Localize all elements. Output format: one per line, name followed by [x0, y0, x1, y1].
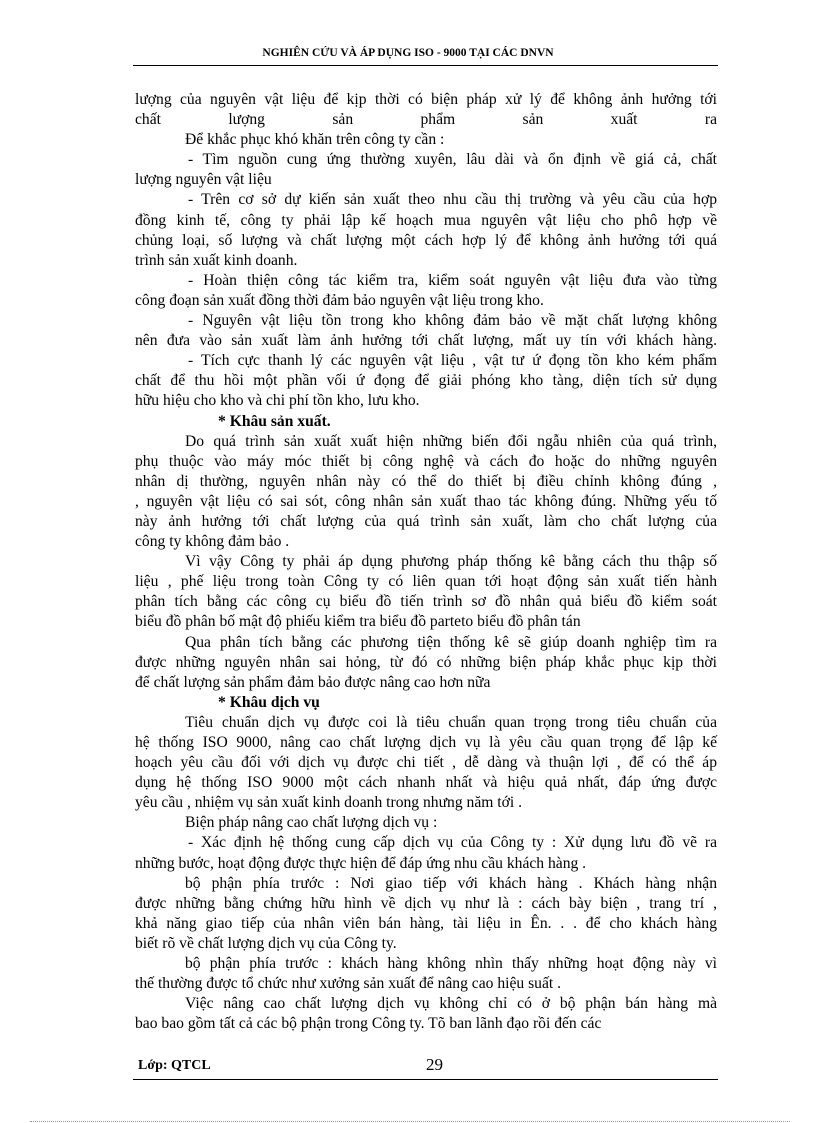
- page-edge-divider: [30, 1121, 790, 1122]
- text-line: chất để thu hồi một phần vối ứ đọng để giải phóng kho tàng, diện tích sử dụng: [135, 372, 717, 390]
- text-line: Việc nâng cao chất lượng dịch vụ không chỉ có ở bộ phận bán hàng mà: [185, 995, 717, 1013]
- text-line: này ảnh hưởng tới chất lượng của quá trình sản xuất, làm cho chất lượng của: [135, 512, 717, 530]
- text-line: công ty không đảm bảo .: [135, 533, 290, 551]
- text-line: thế thường được tổ chức như xưởng sản xuất để nâng cao hiệu suất .: [135, 975, 561, 993]
- text-line: Do quá trình sản xuất xuất hiện những biến đổi ngẫu nhiên của quá trình,: [185, 432, 717, 450]
- text-line: nhân dị thường, nguyên nhân này có thể do thiết bị điều chỉnh không đúng ,: [135, 472, 717, 490]
- text-line: bộ phận phía trước : Nơi giao tiếp với khách hàng . Khách hàng nhận: [185, 874, 717, 892]
- text-line: khả năng giao tiếp của nhân viên bán hàng, tài liệu in Ên. . . để cho khách hàng: [135, 914, 717, 932]
- document-body: [135, 90, 717, 1034]
- text-line: bộ phận phía trước : khách hàng không nhìn thấy những hoạt động này vì: [185, 955, 717, 973]
- text-line: , nguyên vật liệu có sai sót, công nhân sản xuất thao tác không đúng. Những yếu tố: [135, 492, 717, 510]
- text-line: để chất lượng sản phẩm đảm bảo được nâng cao hơn nữa: [135, 673, 491, 691]
- header-rule: [133, 65, 718, 66]
- text-line: Để khắc phục khó khăn trên công ty cần :: [185, 131, 445, 149]
- text-line: - Hoàn thiện công tác kiểm tra, kiểm soát nguyên vật liệu đưa vào từng: [188, 271, 717, 289]
- text-line: nên đưa vào sản xuất làm ảnh hưởng tới chất lượng, mất uy tín với khách hàng.: [135, 332, 717, 350]
- text-line: - Trên cơ sở dự kiến sản xuất theo nhu cầu thị trường và yêu cầu của hợp: [188, 191, 717, 209]
- text-line: trình sản xuất kinh doanh.: [135, 251, 298, 269]
- text-line: - Xác định hệ thống cung cấp dịch vụ của Công ty : Xử dụng lưu đồ vẽ ra: [188, 834, 717, 852]
- section-heading: * Khâu sản xuất.: [218, 412, 331, 430]
- section-heading: * Khâu dịch vụ: [218, 693, 320, 711]
- text-line: Tiêu chuẩn dịch vụ được coi là tiêu chuẩn quan trọng trong tiêu chuẩn của: [185, 713, 717, 731]
- text-line: liệu , phế liệu trong toàn Công ty có liên quan tới hoạt động sản xuất tiến hành: [135, 573, 717, 591]
- text-line: phụ thuộc vào máy móc thiết bị công nghệ và cách đo hoặc do những nguyên: [135, 452, 717, 470]
- text-line: lượng của nguyên vật liệu để kịp thời có biện pháp xử lý để không ảnh hưởng tới: [135, 91, 717, 108]
- text-line: hữu hiệu cho kho và chi phí tồn kho, lưu kho.: [135, 392, 420, 410]
- text-line: dụng hệ thống ISO 9000 một cách nhanh nhất và hiệu quả nhất, đáp ứng được: [135, 774, 717, 792]
- text-line: Biện pháp nâng cao chất lượng dịch vụ :: [185, 814, 438, 832]
- text-line: hoạch yêu cầu đối với dịch vụ được chi tiết , dễ dàng và thuận lợi , để có thể áp: [135, 754, 717, 772]
- text-line: đồng kinh tế, công ty phải lập kế hoạch mua nguyên vật liệu cho phô hợp về: [135, 211, 717, 229]
- text-line: - Nguyên vật liệu tồn trong kho không đảm bảo về mặt chất lượng không: [188, 312, 717, 330]
- text-line: - Tích cực thanh lý các nguyên vật liệu , vật tư ứ đọng tồn kho kém phẩm: [188, 352, 717, 370]
- text-line: chủng loại, số lượng và chất lượng một cách hợp lý để không ảnh hưởng tới quá: [135, 231, 717, 249]
- text-line: Qua phân tích bằng các phương tiện thống kê sẽ giúp doanh nghiệp tìm ra: [185, 633, 717, 651]
- text-line: công đoạn sản xuất đồng thời đảm bảo nguyên vật liệu trong kho.: [135, 291, 544, 309]
- page-header: NGHIÊN CỨU VÀ ÁP DỤNG ISO - 9000 TẠI CÁC DNVN: [262, 47, 554, 59]
- text-line: những bước, hoạt động được thực hiện để đáp ứng nhu cầu khách hàng .: [135, 854, 587, 872]
- footer-class-label: Lớp: QTCL: [138, 1058, 211, 1073]
- text-line: lượng nguyên vật liệu: [135, 171, 272, 189]
- text-line: biểu đồ phân bố mật độ phiếu kiểm tra biểu đồ parteto biểu đồ phân tán: [135, 613, 581, 631]
- text-line: Vì vậy Công ty phải áp dụng phương pháp thống kê bằng cách thu thập số: [185, 553, 717, 571]
- text-line: chất lượng sản phẩm sản xuất ra: [135, 111, 717, 129]
- text-line: bao bao gồm tất cả các bộ phận trong Công ty. Tõ ban lãnh đạo rồi đến các: [135, 1015, 602, 1033]
- text-line: được những bằng chứng hữu hình về dịch vụ như là : cách bày biện , trang trí ,: [135, 894, 717, 912]
- text-line: biết rõ về chất lượng dịch vụ của Công ty.: [135, 934, 397, 952]
- page-number: 29: [426, 1055, 443, 1074]
- footer-rule: [133, 1079, 718, 1080]
- text-line: được những nguyên nhân sai hỏng, từ đó có những biện pháp khắc phục kịp thời: [135, 653, 717, 671]
- text-line: - Tìm nguồn cung ứng thường xuyên, lâu dài và ổn định về giá cả, chất: [188, 151, 717, 169]
- text-line: hệ thống ISO 9000, nâng cao chất lượng dịch vụ là yêu cầu quan trọng để lập kế: [135, 734, 717, 751]
- text-line: phân tích bằng các công cụ biểu đồ tiến trình sơ đồ nhân quả biểu đồ kiểm soát: [135, 593, 717, 611]
- text-line: yêu cầu , nhiệm vụ sản xuất kinh doanh trong nhưng năm tới .: [135, 794, 522, 812]
